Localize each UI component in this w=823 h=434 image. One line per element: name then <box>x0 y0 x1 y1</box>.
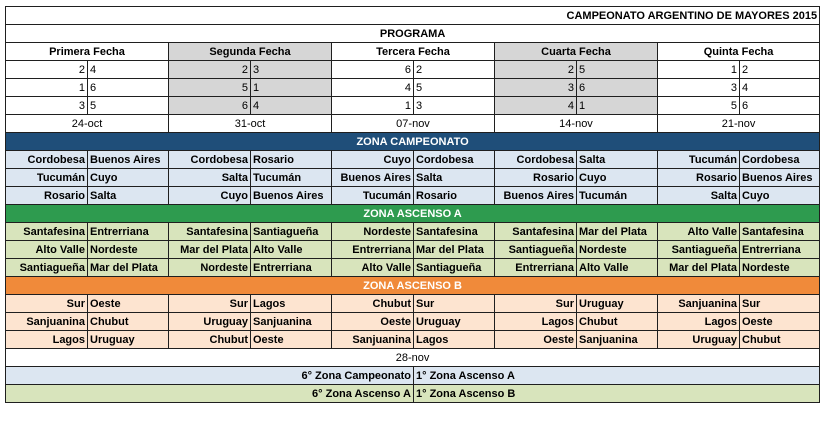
home-team: Sur <box>495 295 577 313</box>
away-number: 1 <box>251 79 332 97</box>
away-team: Santafesina <box>740 223 820 241</box>
away-team: Cordobesa <box>740 151 820 169</box>
home-team: Buenos Aires <box>332 169 414 187</box>
away-team: Cuyo <box>88 169 169 187</box>
zona-ascenso-a-band <box>6 205 820 223</box>
away-team: Entrerriana <box>740 241 820 259</box>
match-row <box>6 295 820 313</box>
away-team: Mar del Plata <box>577 223 658 241</box>
away-number: 4 <box>740 79 820 97</box>
away-team: Mar del Plata <box>414 241 495 259</box>
fecha-header: Primera Fecha <box>6 43 169 61</box>
match-row <box>6 259 820 277</box>
home-team: Cordobesa <box>495 151 577 169</box>
away-team: Santiagueña <box>414 259 495 277</box>
away-team: Buenos Aires <box>740 169 820 187</box>
home-team: Sur <box>169 295 251 313</box>
home-team: Mar del Plata <box>658 259 740 277</box>
away-team: Buenos Aires <box>251 187 332 205</box>
fecha-date: 31-oct <box>169 115 332 133</box>
match-row <box>6 241 820 259</box>
away-team: Rosario <box>251 151 332 169</box>
home-team: Entrerriana <box>332 241 414 259</box>
home-team: Lagos <box>658 313 740 331</box>
fecha-header: Tercera Fecha <box>332 43 495 61</box>
fecha-date: 07-nov <box>332 115 495 133</box>
home-team: Cuyo <box>332 151 414 169</box>
home-number: 1 <box>658 61 740 79</box>
away-team: Salta <box>88 187 169 205</box>
home-team: Nordeste <box>332 223 414 241</box>
number-row <box>6 79 820 97</box>
home-team: Mar del Plata <box>169 241 251 259</box>
home-number: 5 <box>169 79 251 97</box>
away-team: Santafesina <box>414 223 495 241</box>
away-team: Cuyo <box>740 187 820 205</box>
away-number: 2 <box>414 61 495 79</box>
home-team: Cuyo <box>169 187 251 205</box>
away-number: 6 <box>577 79 658 97</box>
home-team: Rosario <box>658 169 740 187</box>
zona-ascenso-b-band <box>6 277 820 295</box>
programa-header: PROGRAMA <box>6 25 820 43</box>
match-row <box>6 223 820 241</box>
away-number: 6 <box>88 79 169 97</box>
playoff-row <box>6 385 820 403</box>
away-team: Santiagueña <box>251 223 332 241</box>
away-team: Chubut <box>577 313 658 331</box>
away-team: Oeste <box>251 331 332 349</box>
away-team: Uruguay <box>414 313 495 331</box>
home-team: Santafesina <box>6 223 88 241</box>
home-team: Alto Valle <box>6 241 88 259</box>
fecha-header-row <box>6 43 820 61</box>
away-number: 4 <box>88 61 169 79</box>
home-team: Santiagueña <box>495 241 577 259</box>
home-team: Uruguay <box>658 331 740 349</box>
away-number: 4 <box>251 97 332 115</box>
home-team: Salta <box>658 187 740 205</box>
away-team: Sur <box>740 295 820 313</box>
home-team: Rosario <box>495 169 577 187</box>
home-team: Nordeste <box>169 259 251 277</box>
away-number: 1 <box>577 97 658 115</box>
home-number: 5 <box>658 97 740 115</box>
away-team: Rosario <box>414 187 495 205</box>
home-team: Chubut <box>332 295 414 313</box>
home-team: Uruguay <box>169 313 251 331</box>
home-team: Alto Valle <box>332 259 414 277</box>
away-team: Entrerriana <box>88 223 169 241</box>
match-row <box>6 331 820 349</box>
away-team: Uruguay <box>88 331 169 349</box>
home-number: 2 <box>495 61 577 79</box>
match-row <box>6 151 820 169</box>
away-number: 6 <box>740 97 820 115</box>
home-number: 3 <box>495 79 577 97</box>
home-team: Sanjuanina <box>332 331 414 349</box>
home-team: Tucumán <box>332 187 414 205</box>
page-title: CAMPEONATO ARGENTINO DE MAYORES 2015 <box>6 7 820 25</box>
zona-campeonato-label: ZONA CAMPEONATO <box>6 133 820 151</box>
away-team: Chubut <box>88 313 169 331</box>
away-number: 3 <box>251 61 332 79</box>
home-team: Sur <box>6 295 88 313</box>
home-team: Lagos <box>495 313 577 331</box>
home-team: Santiagueña <box>6 259 88 277</box>
away-team: Alto Valle <box>251 241 332 259</box>
away-number: 2 <box>740 61 820 79</box>
home-number: 1 <box>6 79 88 97</box>
away-team: Mar del Plata <box>88 259 169 277</box>
playoff-home: 6° Zona Ascenso A <box>6 385 414 403</box>
fecha-header: Segunda Fecha <box>169 43 332 61</box>
home-team: Tucumán <box>658 151 740 169</box>
home-number: 2 <box>6 61 88 79</box>
home-team: Entrerriana <box>495 259 577 277</box>
home-team: Santiagueña <box>658 241 740 259</box>
away-team: Uruguay <box>577 295 658 313</box>
fecha-date: 14-nov <box>495 115 658 133</box>
home-team: Tucumán <box>6 169 88 187</box>
home-team: Chubut <box>169 331 251 349</box>
away-team: Sanjuanina <box>577 331 658 349</box>
playoff-away: 1° Zona Ascenso A <box>414 367 820 385</box>
playoff-home: 6° Zona Campeonato <box>6 367 414 385</box>
home-number: 3 <box>6 97 88 115</box>
home-team: Sanjuanina <box>6 313 88 331</box>
away-team: Lagos <box>414 331 495 349</box>
number-row <box>6 61 820 79</box>
away-number: 5 <box>414 79 495 97</box>
home-team: Santafesina <box>169 223 251 241</box>
away-team: Cuyo <box>577 169 658 187</box>
home-team: Buenos Aires <box>495 187 577 205</box>
home-team: Sanjuanina <box>658 295 740 313</box>
home-team: Alto Valle <box>658 223 740 241</box>
dates-row <box>6 115 820 133</box>
home-number: 6 <box>332 61 414 79</box>
zona-campeonato-band <box>6 133 820 151</box>
away-team: Sur <box>414 295 495 313</box>
away-team: Nordeste <box>577 241 658 259</box>
zona-ascenso-a-label: ZONA ASCENSO A <box>6 205 820 223</box>
fixture-table <box>5 6 820 403</box>
home-team: Santafesina <box>495 223 577 241</box>
away-team: Cordobesa <box>414 151 495 169</box>
home-team: Lagos <box>6 331 88 349</box>
away-team: Buenos Aires <box>88 151 169 169</box>
final-date-row <box>6 349 820 367</box>
home-team: Cordobesa <box>6 151 88 169</box>
away-number: 5 <box>88 97 169 115</box>
home-number: 1 <box>332 97 414 115</box>
away-team: Alto Valle <box>577 259 658 277</box>
home-team: Oeste <box>332 313 414 331</box>
away-team: Chubut <box>740 331 820 349</box>
away-team: Oeste <box>740 313 820 331</box>
zona-ascenso-b-label: ZONA ASCENSO B <box>6 277 820 295</box>
fecha-header: Quinta Fecha <box>658 43 820 61</box>
away-team: Sanjuanina <box>251 313 332 331</box>
away-team: Nordeste <box>88 241 169 259</box>
home-team: Salta <box>169 169 251 187</box>
home-number: 4 <box>332 79 414 97</box>
fecha-header: Cuarta Fecha <box>495 43 658 61</box>
away-number: 5 <box>577 61 658 79</box>
final-date: 28-nov <box>6 349 820 367</box>
away-team: Salta <box>414 169 495 187</box>
fecha-date: 21-nov <box>658 115 820 133</box>
home-team: Rosario <box>6 187 88 205</box>
away-team: Entrerriana <box>251 259 332 277</box>
home-number: 2 <box>169 61 251 79</box>
home-team: Oeste <box>495 331 577 349</box>
away-team: Tucumán <box>251 169 332 187</box>
fecha-date: 24-oct <box>6 115 169 133</box>
number-row <box>6 97 820 115</box>
playoff-row <box>6 367 820 385</box>
away-team: Oeste <box>88 295 169 313</box>
away-team: Nordeste <box>740 259 820 277</box>
home-number: 6 <box>169 97 251 115</box>
match-row <box>6 313 820 331</box>
away-team: Lagos <box>251 295 332 313</box>
home-team: Cordobesa <box>169 151 251 169</box>
match-row <box>6 187 820 205</box>
away-team: Salta <box>577 151 658 169</box>
away-team: Tucumán <box>577 187 658 205</box>
home-number: 4 <box>495 97 577 115</box>
match-row <box>6 169 820 187</box>
home-number: 3 <box>658 79 740 97</box>
away-number: 3 <box>414 97 495 115</box>
playoff-away: 1° Zona Ascenso B <box>414 385 820 403</box>
